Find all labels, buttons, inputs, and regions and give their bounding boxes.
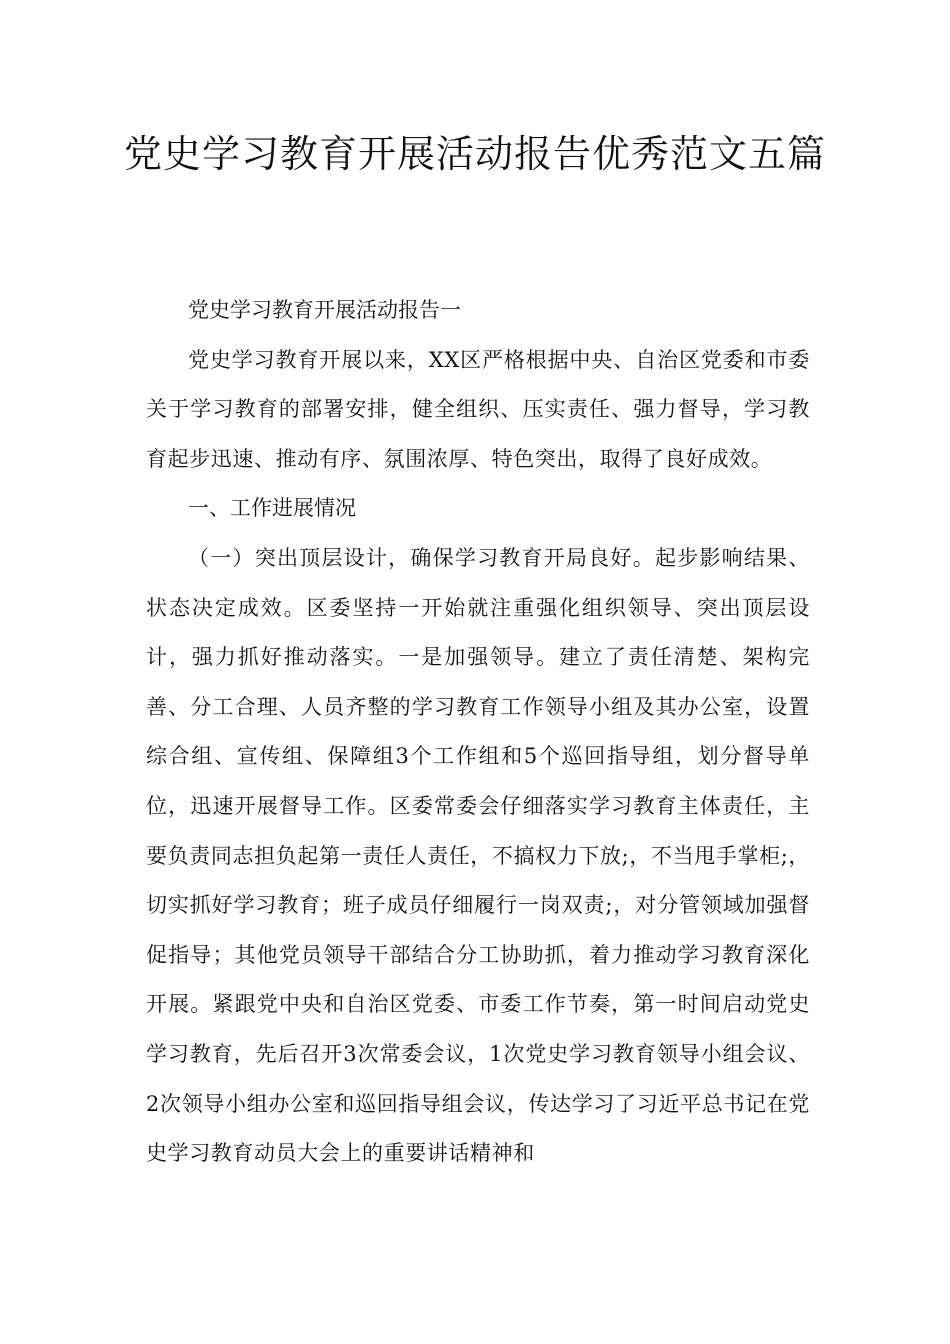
section-heading: 党史学习教育开展活动报告一 — [188, 298, 461, 322]
document-body — [146, 286, 810, 1179]
intro-paragraph: 党史学习教育开展以来，XX区严格根据中央、自治区党委和市委关于学习教育的部署安排，健全组织、压实责任、强力督导，学习教育起步迅速、推动有序、氛围浓厚、特色突出，取得了良好成效。 — [146, 347, 810, 471]
body-paragraph: （一）突出顶层设计，确保学习教育开局良好。起步影响结果、状态决定成效。区委坚持一开始就注重强化组织领导、突出顶层设计，强力抓好推动落实。一是加强领导。建立了责任清楚、架构完善、分工合理、人员齐整的学习教育工作领导小组及其办公室，设置综合组、宣传组、保障组3个工作组和5个巡回指导组，划分督导单位，迅速开展督导工作。区委常委会仔细落实学习教育主体责任，主要负责同志担负起第一责任人责任，不搞权力下放;，不当甩手掌柜;，切实抓好学习教育；班子成员仔细履行一岗双责;，对分管领域加强督促指导；其他党员领导干部结合分工协助抓，着力推动学习教育深化开展。紧跟党中央和自治区党委、市委工作节奏，第一时间启动党史学习教育，先后召开3次常委会议，1次党史学习教育领导小组会议、2次领导小组办公室和巡回指导组会议，传达学习了习近平总书记在党史学习教育动员大会上的重要讲话精神和 — [146, 545, 810, 1166]
subsection-heading: 一、工作进展情况 — [188, 496, 356, 521]
document-title: 党史学习教育开展活动报告优秀范文五篇 — [123, 132, 826, 176]
